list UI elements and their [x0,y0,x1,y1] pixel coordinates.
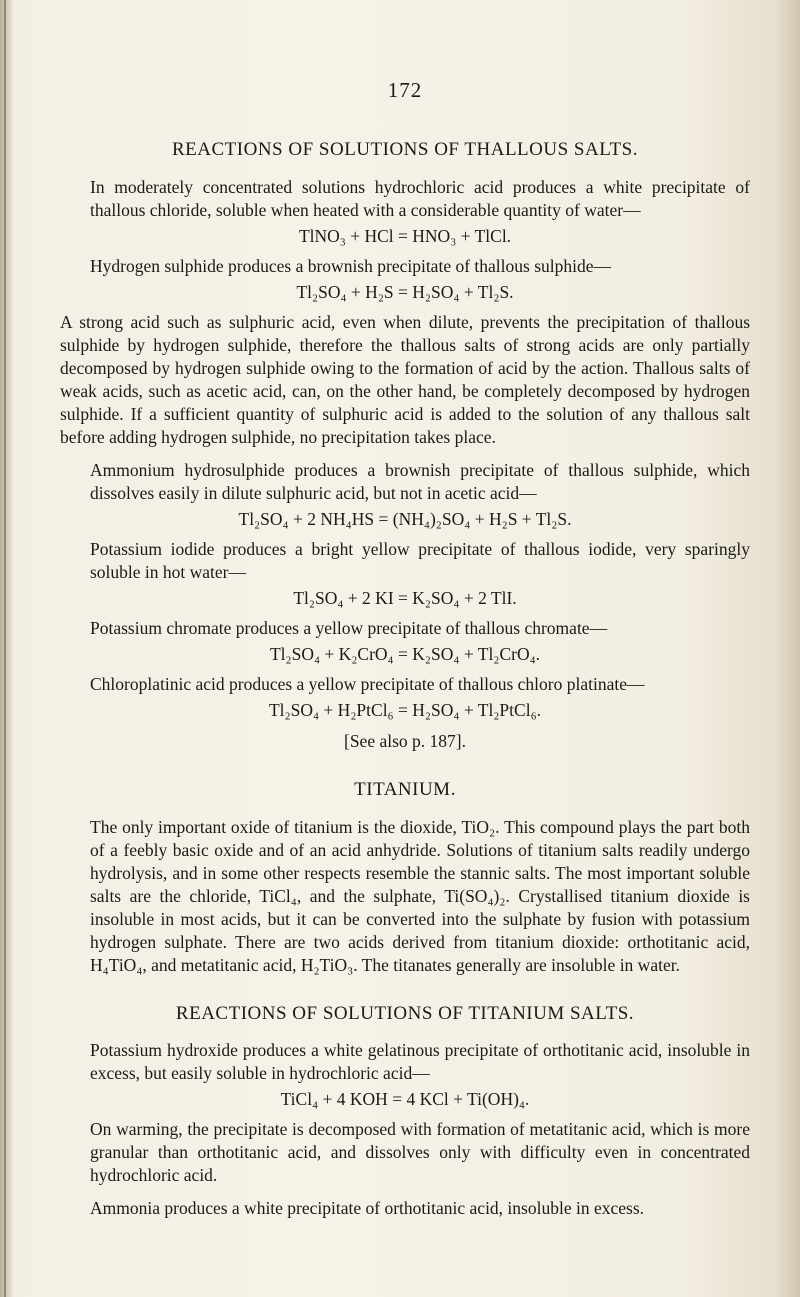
equation-titanium-hydroxide: TiCl₄ + 4 KOH = 4 KCl + Ti(OH)₄. [280,1089,530,1110]
paragraph-chloroplatinic: Chloroplatinic acid produces a yellow precipitate of thallous chloro platinate— [90,673,645,694]
equation-tli: Tl₂SO₄ + 2 KI = K₂SO₄ + 2 TlI. [293,587,517,608]
cross-reference-note: [See also p. 187]. [344,730,466,751]
paragraph-warming: On warming, the precipitate is decomposed with formation of metatitanic acid, which is more granular than orthotitanic acid, and dissolves only with difficulty even in concentrated hydrochloric acid. [90,1119,750,1186]
paragraph-titanium-intro: The only important oxide of titanium is the dioxide, TiO₂. This compound plays the part both of a feebly basic oxide and of an acid anhydride. Solutions of titanium salts readily undergo hydrolysis, and in some other respects resemble the stannic salts. The most important soluble salts are the chloride, TiCl₄, and the sulphate, Ti(SO₄)₂. Crystallised titanium dioxide is insoluble in most acids, but it can be converted into the sulphate by fusion with potassium hydrogen sulphate. There are two acids derived from titanium dioxide: orthotitanic acid, H₄TiO₄, and metatitanic acid, H₂TiO₃. The titanates generally are insoluble in water. [90,816,750,975]
titanium-heading: TITANIUM. [354,778,456,800]
paragraph-ammonium-hydrosulphide: Ammonium hydrosulphide produces a brownish precipitate of thallous sulphide, which dissolves easily in dilute sulphuric acid, but not in acetic acid— [90,459,750,503]
paragraph-hydrochloric: In moderately concentrated solutions hydrochloric acid produces a white precipitate of thallous chloride, soluble when heated with a considerable quantity of water— [90,176,750,220]
page-edge-line [4,0,6,1297]
equation-tlcl: TlNO₃ + HCl = HNO₃ + TlCl. [298,225,512,246]
titanium-salts-heading: REACTIONS OF SOLUTIONS OF TITANIUM SALTS. [175,1002,635,1024]
paragraph-potassium-iodide: Potassium iodide produces a bright yellow precipitate of thallous iodide, very sparingly soluble in hot water— [90,538,750,582]
page-number: 172 [387,78,423,102]
paragraph-ammonia: Ammonia produces a white precipitate of orthotitanic acid, insoluble in excess. [90,1198,645,1219]
paragraph-strong-acid: A strong acid such as sulphuric acid, even when dilute, prevents the precipitation of thallous sulphide by hydrogen sulphide, therefore the thallous salts of strong acids are only partially decomposed by hydrogen sulphide owing to the formation of acid by the action. Thallous salts of weak acids, such as acetic acid, can, on the other hand, be completely decomposed by hydrogen sulphide. If a sufficient quantity of sulphuric acid is added to the solution of any thallous salt before adding hydrogen sulphide, no precipitation takes place. [60,311,750,447]
page-content [60,72,750,1222]
thallous-heading: REACTIONS OF SOLUTIONS OF THALLOUS SALTS. [172,139,638,160]
paragraph-potassium-chromate: Potassium chromate produces a yellow precipitate of thallous chromate— [90,617,608,638]
equation-chloroplatinate: Tl₂SO₄ + H₂PtCl₆ = H₂SO₄ + Tl₂PtCl₆. [268,699,542,720]
page-edge-shadow [0,0,14,1297]
equation-ammonium: Tl₂SO₄ + 2 NH₄HS = (NH₄)₂SO₄ + H₂S + Tl₂S. [238,508,572,529]
equation-chromate: Tl₂SO₄ + K₂CrO₄ = K₂SO₄ + Tl₂CrO₄. [269,643,541,664]
paragraph-potassium-hydroxide: Potassium hydroxide produces a white gelatinous precipitate of orthotitanic acid, insoluble in excess, but easily soluble in hydrochloric acid— [90,1040,750,1084]
equation-tl2s: Tl₂SO₄ + H₂S = H₂SO₄ + Tl₂S. [296,281,514,302]
paragraph-hydrogen-sulphide: Hydrogen sulphide produces a brownish precipitate of thallous sulphide— [90,255,612,276]
